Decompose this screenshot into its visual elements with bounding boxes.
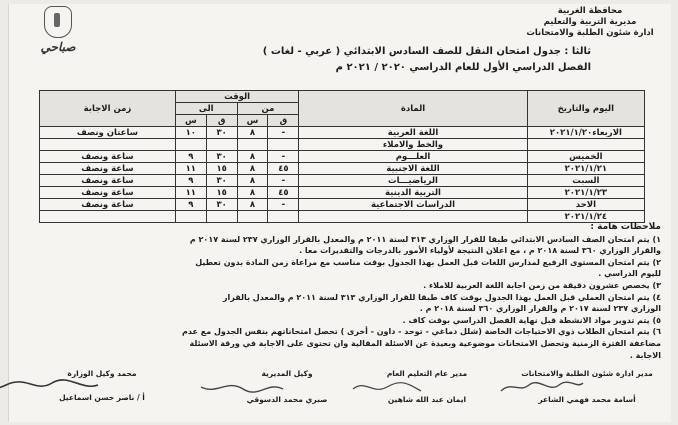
table-row [40, 175, 645, 187]
signature-scribble-icon [347, 379, 427, 395]
cell-subject: الدراسات الاجتماعية [299, 199, 527, 211]
col-from-minute: ق [268, 115, 299, 127]
cell-subject: والخط والاملاء [299, 139, 527, 151]
signature-scribble-icon [197, 379, 287, 395]
cell-day-date [527, 199, 644, 211]
cell-day-date [527, 139, 644, 151]
cell-subject: التربية الدينية [299, 187, 527, 199]
cell-to-m: ١٥ [206, 163, 237, 175]
cell-from-h: ٨ [237, 175, 268, 187]
cell-to-m: ٣٠ [206, 175, 237, 187]
cell-day-date [527, 127, 644, 139]
cell-date: ٢٠٢١/١/٢١ [564, 163, 608, 174]
table-row [40, 199, 645, 211]
signature-name: أسامة محمد فهمي الشاعر [538, 395, 636, 404]
signature-role: مدير ادارة شئون الطلبة والامتحانات [521, 369, 653, 378]
cell-day-date [527, 211, 644, 223]
col-to-hour: س [175, 115, 206, 127]
note-line: لليوم الدراسي . [598, 269, 661, 279]
cell-date: ٢٠٢١/١/٢٠ [549, 127, 593, 138]
table-row [40, 127, 645, 139]
note-line: ١) يتم امتحان الصف السادس الابتدائي طبقا للقرار الوزاري ٣١٣ لسنة ٢٠١١ م والمعدل بالقرار الوزاري ٢٣٧ لسنة ٢٠١٧ م [189, 234, 661, 244]
signature-block [367, 369, 487, 405]
cell-to-m: ١٥ [206, 187, 237, 199]
cell-day-date [527, 151, 644, 163]
col-subject: المادة [299, 91, 527, 127]
cell-from-m: - [268, 175, 299, 187]
cell-from-m: - [268, 151, 299, 163]
issuer-header [515, 6, 665, 39]
cell-duration: ساعة ونصف [40, 163, 176, 175]
note-line: ٤) يتم امتحان العملي قبل العمل بهذا الجدول بوقت كاف طبقا للقرار الوزاري ٣١٣ لسنة ٢٠١١ م والمعدل بالقرار [222, 292, 661, 302]
cell-day-date [527, 175, 644, 187]
cell-subject: العلـــوم [299, 151, 527, 163]
table-row [40, 187, 645, 199]
col-time: الوقت [175, 91, 298, 103]
note-line: ٥) يتم تدوير مواد الانشطة قبل نهاية الفصل الدراسي بوقت كاف . [402, 315, 661, 325]
cell-from-h: ٨ [237, 187, 268, 199]
note-line: مضاعفة الفترة الزمنية وتحصل الامتحانات موضوعية وبعيدة عن الاسئلة المقالية وان تحتوى على الاجابة في ورقة الاسئلة [189, 338, 661, 348]
cell-duration [40, 211, 176, 223]
brand-watermark: صباحي [40, 40, 76, 54]
signature-role: محمد وكيل الوزارة [67, 369, 137, 378]
cell-from-m [268, 211, 299, 223]
cell-from-h: ٨ [237, 199, 268, 211]
cell-to-m: ٣٠ [206, 199, 237, 211]
directorate: مديرية التربية والتعليم [543, 17, 637, 27]
cell-from-m: - [268, 127, 299, 139]
cell-to-m: ٣٠ [206, 151, 237, 163]
note-line: ٢) يتم امتحان المستوى الرفيع لمدارس اللغات قبل العمل بهذا الجدول بوقت مناسب مع مراعاة زمن المادة بدون تعطيل [195, 257, 661, 267]
cell-duration: ساعة ونصف [40, 199, 176, 211]
notes-heading: ملاحظات هامة : [590, 222, 661, 232]
department: ادارة شئون الطلبة والامتحانات [526, 28, 654, 38]
cell-day: السبت [572, 175, 600, 186]
signature-role: وكيل المديرية [261, 369, 313, 378]
cell-day: الخميس [569, 151, 603, 162]
cell-to-h [175, 139, 206, 151]
cell-subject: اللغة الاجنبية [299, 163, 527, 175]
signature-block [17, 369, 187, 403]
notes-list [23, 234, 661, 362]
cell-to-h: ٩ [175, 151, 206, 163]
cell-subject: الرياضيـــات [299, 175, 527, 187]
cell-duration: ساعة ونصف [40, 187, 176, 199]
table-row [40, 163, 645, 175]
cell-duration: ساعتان ونصف [40, 127, 176, 139]
cell-subject: اللغة العربية [299, 127, 527, 139]
signature-role: مدير عام التعليم العام [386, 369, 468, 378]
cell-from-m: ٤٥ [268, 187, 299, 199]
note-line: الوزاري ٢٣٧ لسنة ٢٠١٧ م والقرار الوزاري ٣٦٠ لسنة ٢٠١٨ م . [419, 304, 661, 314]
cell-date: ٢٠٢١/١/٢٣ [564, 187, 608, 198]
cell-from-h [237, 211, 268, 223]
cell-to-h: ٩ [175, 175, 206, 187]
note-line: الاجابة . [629, 350, 661, 360]
cell-to-h: ١١ [175, 187, 206, 199]
cell-day-date [527, 187, 644, 199]
cell-to-h [175, 211, 206, 223]
col-to: الى [175, 103, 237, 115]
cell-duration: ساعة ونصف [40, 151, 176, 163]
note-line: ٣) يخصص عشرون دقيقة من زمن اجابة اللغة العربية للاملاء . [423, 280, 661, 290]
cell-to-h: ٩ [175, 199, 206, 211]
signature-block [227, 369, 347, 405]
table-row [40, 139, 645, 151]
cell-from-m [268, 139, 299, 151]
col-from: من [237, 103, 299, 115]
cell-from-m: ٤٥ [268, 163, 299, 175]
cell-from-h: ٨ [237, 127, 268, 139]
signatures [19, 369, 657, 419]
col-from-hour: س [237, 115, 268, 127]
note-line: والقرار الوزاري ٣٦٠ لسنة ٢٠١٨ م ، مع اعلان النتيجة لأولياء الأمور بالدرجات والتقديرات معا . [299, 246, 661, 256]
signature-name: صبري محمد الدسوقي [246, 395, 328, 404]
schedule-rows [40, 127, 645, 223]
note-line: ٦) يتم امتحان الطلاب ذوي الاحتياجات الخاصة (شلل دماغي - توحد - داون - أخرى ) تحصل امتحاناتهم بنفس الجدول مع عدم [182, 327, 661, 337]
document-page [8, 4, 671, 422]
cell-from-m: - [268, 199, 299, 211]
cell-to-h: ١١ [175, 163, 206, 175]
crest-icon [44, 6, 72, 38]
col-day-date: اليوم والتاريخ [527, 91, 644, 127]
cell-subject [299, 211, 527, 223]
schedule-subtitle: الفصل الدراسي الأول للعام الدراسي ٢٠٢٠ / ٢٠٢١ م [335, 62, 591, 73]
col-duration: زمن الاجابة [40, 91, 176, 127]
table-row [40, 151, 645, 163]
signature-scribble-icon [0, 379, 102, 395]
cell-date: ٢٠٢١/١/٢٤ [564, 211, 608, 222]
cell-from-h: ٨ [237, 151, 268, 163]
signature-block [517, 369, 657, 405]
governorate: محافظة الغربية [557, 6, 623, 16]
cell-duration: ساعة ونصف [40, 175, 176, 187]
table-row [40, 211, 645, 223]
cell-to-m [206, 139, 237, 151]
cell-to-h: ١٠ [175, 127, 206, 139]
col-to-minute: ق [206, 115, 237, 127]
cell-to-m [206, 211, 237, 223]
cell-duration [40, 139, 176, 151]
cell-from-h: ٨ [237, 163, 268, 175]
cell-day-date [527, 163, 644, 175]
signature-name: أ / ناصر حسن اسماعيل [59, 393, 145, 402]
notes-section [23, 222, 661, 361]
cell-day: الاربعاء [592, 127, 622, 138]
exam-schedule-table [39, 90, 645, 223]
schedule-title: ثالثا : جدول امتحان النقل للصف السادس الابتدائي ( عربي - لغات ) [262, 46, 591, 57]
cell-from-h [237, 139, 268, 151]
cell-day: الاحد [575, 199, 596, 210]
signature-scribble-icon [497, 379, 587, 395]
cell-to-m: ٣٠ [206, 127, 237, 139]
signature-name: ايمان عبد الله شاهين [387, 395, 467, 404]
